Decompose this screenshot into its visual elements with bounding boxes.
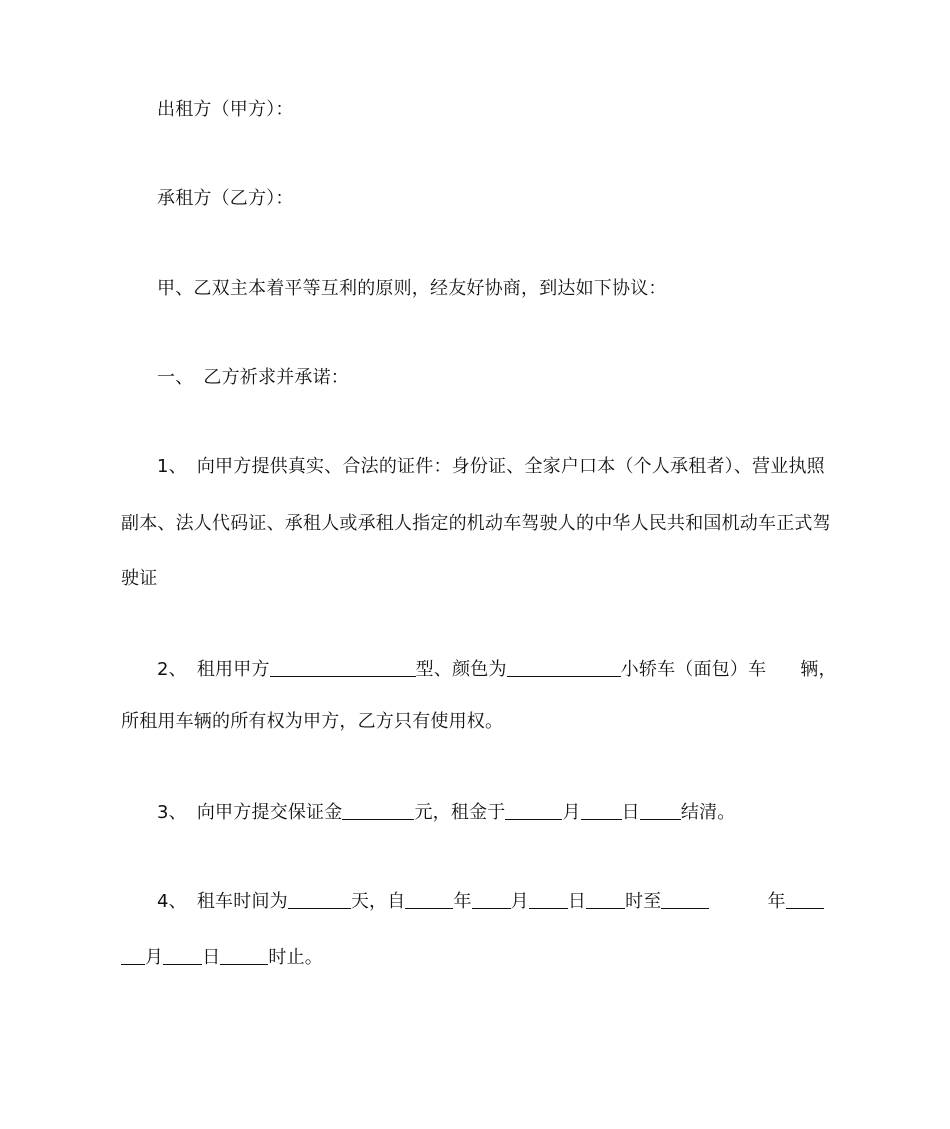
item-4-text-2: 天，自	[350, 891, 406, 912]
rent-day-blank	[581, 801, 622, 820]
item-3-text-5: 结清。	[680, 802, 736, 823]
item-4-line-2	[121, 944, 323, 970]
item-4-number: 4、	[157, 891, 187, 912]
end-month-blank-b	[121, 946, 145, 965]
item-4-text-6: 时至	[625, 891, 662, 912]
item-2-text-2: 型、颜色为	[415, 659, 507, 680]
section-1-title: 乙方祈求并承诺：	[203, 367, 350, 388]
item-1-line-2	[121, 512, 831, 536]
item-2-text-3: 小轿车（面包）车	[620, 659, 767, 680]
rent-extra-blank	[640, 801, 681, 820]
start-year-blank	[405, 890, 453, 909]
item-2-text-5: 所租用车辆的所有权为甲方，乙方只有使用权。	[121, 711, 504, 732]
start-hour-blank	[586, 890, 625, 909]
item-4-text-10: 时止。	[268, 947, 324, 968]
item-3-text-3: 月	[562, 802, 581, 823]
item-2-number: 2、	[157, 659, 187, 680]
item-3-number: 3、	[157, 802, 187, 823]
item-1-line-3	[121, 567, 157, 591]
deposit-blank	[342, 801, 414, 820]
lessor-line	[157, 98, 294, 122]
item-2-text-1: 租用甲方	[196, 659, 270, 680]
item-4-text-3: 年	[453, 891, 472, 912]
item-3-text-1: 向甲方提交保证金	[196, 802, 343, 823]
item-2-text-4: 辆，	[800, 659, 837, 680]
rental-days-blank	[288, 890, 351, 909]
item-1-text-3: 驶证	[121, 568, 158, 589]
item-1-text-2: 副本、法人代码证、承租人或承租人指定的机动车驾驶人的中华人民共和国机动车正式驾	[121, 513, 831, 534]
item-4-text-8: 月	[145, 947, 164, 968]
intro-text: 甲、乙双主本着平等互利的原则，经友好协商，到达如下协议：	[157, 278, 667, 299]
start-month-blank	[472, 890, 511, 909]
vehicle-model-blank	[270, 658, 416, 677]
item-4-text-4: 月	[510, 891, 529, 912]
item-2-line-2	[121, 710, 503, 734]
item-4-text-5: 日	[567, 891, 587, 912]
item-4-text-9: 日	[202, 947, 221, 968]
rent-month-blank	[505, 801, 562, 820]
end-month-blank-a	[786, 890, 824, 909]
start-day-blank	[529, 890, 568, 909]
item-2-line-1	[157, 656, 837, 682]
lessee-line	[157, 187, 294, 211]
item-4-line-1	[157, 888, 824, 914]
item-1-text-1: 向甲方提供真实、合法的证件：身份证、全家户口本（个人承租者）、营业执照	[196, 456, 825, 477]
lessor-label: 出租方（甲方）：	[157, 99, 294, 120]
vehicle-color-blank	[507, 658, 621, 677]
intro-paragraph	[157, 277, 667, 301]
lessee-label: 承租方（乙方）：	[157, 188, 294, 209]
end-hour-blank	[220, 946, 268, 965]
item-4-text-1: 租车时间为	[196, 891, 288, 912]
item-1-line-1	[157, 455, 825, 479]
item-3-text-2: 元，租金于	[414, 802, 506, 823]
item-3-text-4: 日	[621, 802, 640, 823]
section-1-number: 一、	[157, 367, 194, 388]
item-1-number: 1、	[157, 456, 187, 477]
section-1-heading	[157, 366, 349, 390]
end-year-blank-a	[661, 890, 709, 909]
item-3-line	[157, 799, 735, 825]
item-4-text-7: 年	[767, 891, 786, 912]
end-day-blank	[163, 946, 202, 965]
